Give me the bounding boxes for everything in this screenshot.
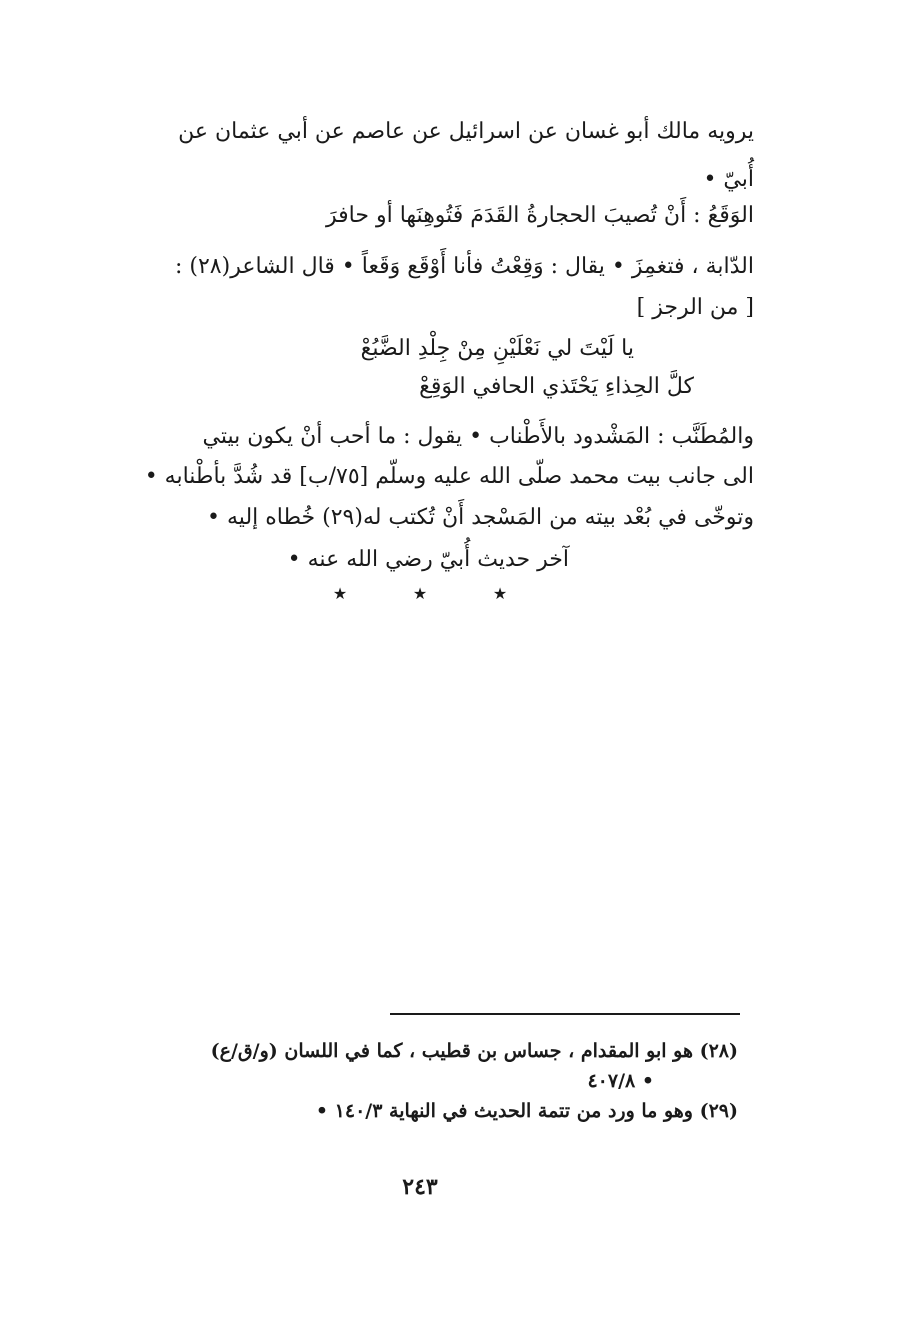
star-icon: ★ xyxy=(332,584,348,603)
text-line-3: الوَقَعُ : أَنْ تُصيبَ الحجارةُ القَدَمَ فَتُوهِنَها أو حافرَ xyxy=(326,203,754,228)
text-line-8: آخر حديث أُبيّ رضي الله عنه • xyxy=(287,547,569,572)
footnote-28-continuation: ٤٠٧/٨ • xyxy=(587,1070,654,1092)
page-number: ٢٤٣ xyxy=(402,1174,438,1200)
verse-line-2: كلَّ الحِذاءِ يَحْتَذي الحافي الوَقِعْ xyxy=(419,374,694,399)
footnote-divider xyxy=(390,1013,740,1015)
text-line-7: وتوخّى في بُعْد بيته من المَسْجد أَنْ تُكتب له(٢٩) خُطاه إليه • xyxy=(207,505,754,530)
text-line-5: والمُطَنَّب : المَشْدود بالأَطْناب • يقول : ما أحب أنْ يكون بيتي xyxy=(202,424,754,449)
text-line-4: الدّابة ، فتغمِزَ • يقال : وَقِعْتُ فأنا أَوْقَع وَقَعاً • قال الشاعر(٢٨) : xyxy=(174,254,754,279)
footnote-29: (٢٩) وهو ما ورد من تتمة الحديث في النهاية ١٤٠/٣ • xyxy=(315,1100,738,1122)
star-icon: ★ xyxy=(412,584,428,603)
footnote-28: (٢٨) هو ابو المقدام ، جساس بن قطيب ، كما في اللسان (و/ق/ع) xyxy=(210,1040,738,1062)
star-icon: ★ xyxy=(492,584,508,603)
section-end-stars xyxy=(330,584,510,603)
text-line-1: يرويه مالك أبو غسان عن اسرائيل عن عاصم عن أبي عثمان عن xyxy=(178,119,754,144)
meter-label: [ من الرجز ] xyxy=(636,295,754,320)
text-line-2: أُبيّ • xyxy=(703,167,754,192)
verse-line-1: يا لَيْتَ لي نَعْلَيْنِ مِنْ جِلْدِ الضَّبُعْ xyxy=(360,336,634,361)
text-line-6: الى جانب بيت محمد صلّى الله عليه وسلّم [٧٥/ب] قد شُدَّ بأطْنابه • xyxy=(144,464,754,489)
